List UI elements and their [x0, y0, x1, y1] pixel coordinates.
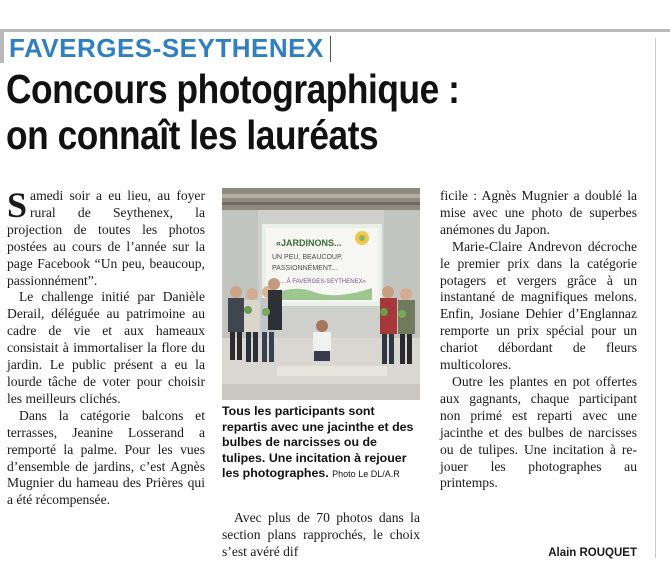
paragraph-4-continued: ficile : Agnès Mugnier a doublé la mise avec une photo de superbes anémones du Japon. [440, 188, 637, 237]
article-photo [222, 188, 420, 400]
banner-line-4: ... À FAVERGES-SEYTHENEX» [280, 279, 366, 285]
paragraph-5: Marie-Claire Andrevon décroche le premier prix dans la catégorie potagers et vergers grâce à un instantané de magnifiques melons. Enfin, Josiane Dehier d’Englannaz remporte un prix spécial pour un chariot débordant de fleurs multicolores. [440, 238, 637, 373]
paragraph-4: Avec plus de 70 photos dans la section plans rapprochés, le choix s’est avéré dif [222, 510, 420, 559]
photo-caption [222, 404, 420, 483]
headline-line-1: Concours photographique : [6, 66, 460, 112]
paragraph-6: Outre les plantes en pot offertes aux gagnants, chaque participant non primé est reparti avec une jacinthe et des bulbes de narcisses ou de tulipes. Une incitation à rejouer les photographes au printemps. [440, 373, 637, 491]
photo-credit: Photo Le DL/A.R [332, 469, 400, 479]
right-rule [655, 38, 656, 558]
paragraph-3: Dans la catégorie balcons et terrasses, Jeanine Losserand a remporté la palme. Pour les vues d’ensemble de jardins, c’est Agnès Mugnier du hameau des Prières qui a été récompensée. [7, 407, 205, 508]
paragraph-1-text: amedi soir a eu lieu, au foyer rural de Seythenex, la projection de toutes les photos postées au cours de l’année sur la page Facebook “Un peu, beaucoup, passionnément”. [7, 188, 205, 288]
caption-text: Tous les participants sont repartis avec une jacinthe et des bulbes de narcisses ou de tulipes. Une incitation à rejouer les photographes. [222, 404, 414, 480]
section-heading: FAVERGES-SEYTHENEX [9, 33, 324, 63]
top-rule [0, 29, 670, 32]
article-column-3 [440, 188, 637, 492]
banner-line-1: «JARDINONS... [276, 238, 342, 248]
banner-line-3: PASSIONNÉMENT... [272, 265, 338, 272]
drop-cap: S [7, 185, 28, 225]
banner-line-2: UN PEU, BEAUCOUP, [272, 254, 343, 261]
section-divider [330, 36, 331, 62]
article-column-2 [222, 510, 420, 561]
article-column-1 [7, 185, 205, 509]
photo-illustration [222, 188, 420, 400]
author-signature: Alain ROUQUET [548, 547, 637, 559]
paragraph-1 [7, 185, 205, 289]
section-accent-bar [0, 29, 4, 63]
paragraph-2: Le challenge initié par Danièle Derail, déléguée au patrimoine au cadre de vie et aux hameaux consistait à immortaliser la flore du jardin. Le public présent a eu la lourde tâche de voter pour choisir les meilleurs clichés. [7, 289, 205, 406]
article-headline [6, 66, 574, 158]
headline-line-2: on connaît les lauréats [6, 112, 379, 158]
